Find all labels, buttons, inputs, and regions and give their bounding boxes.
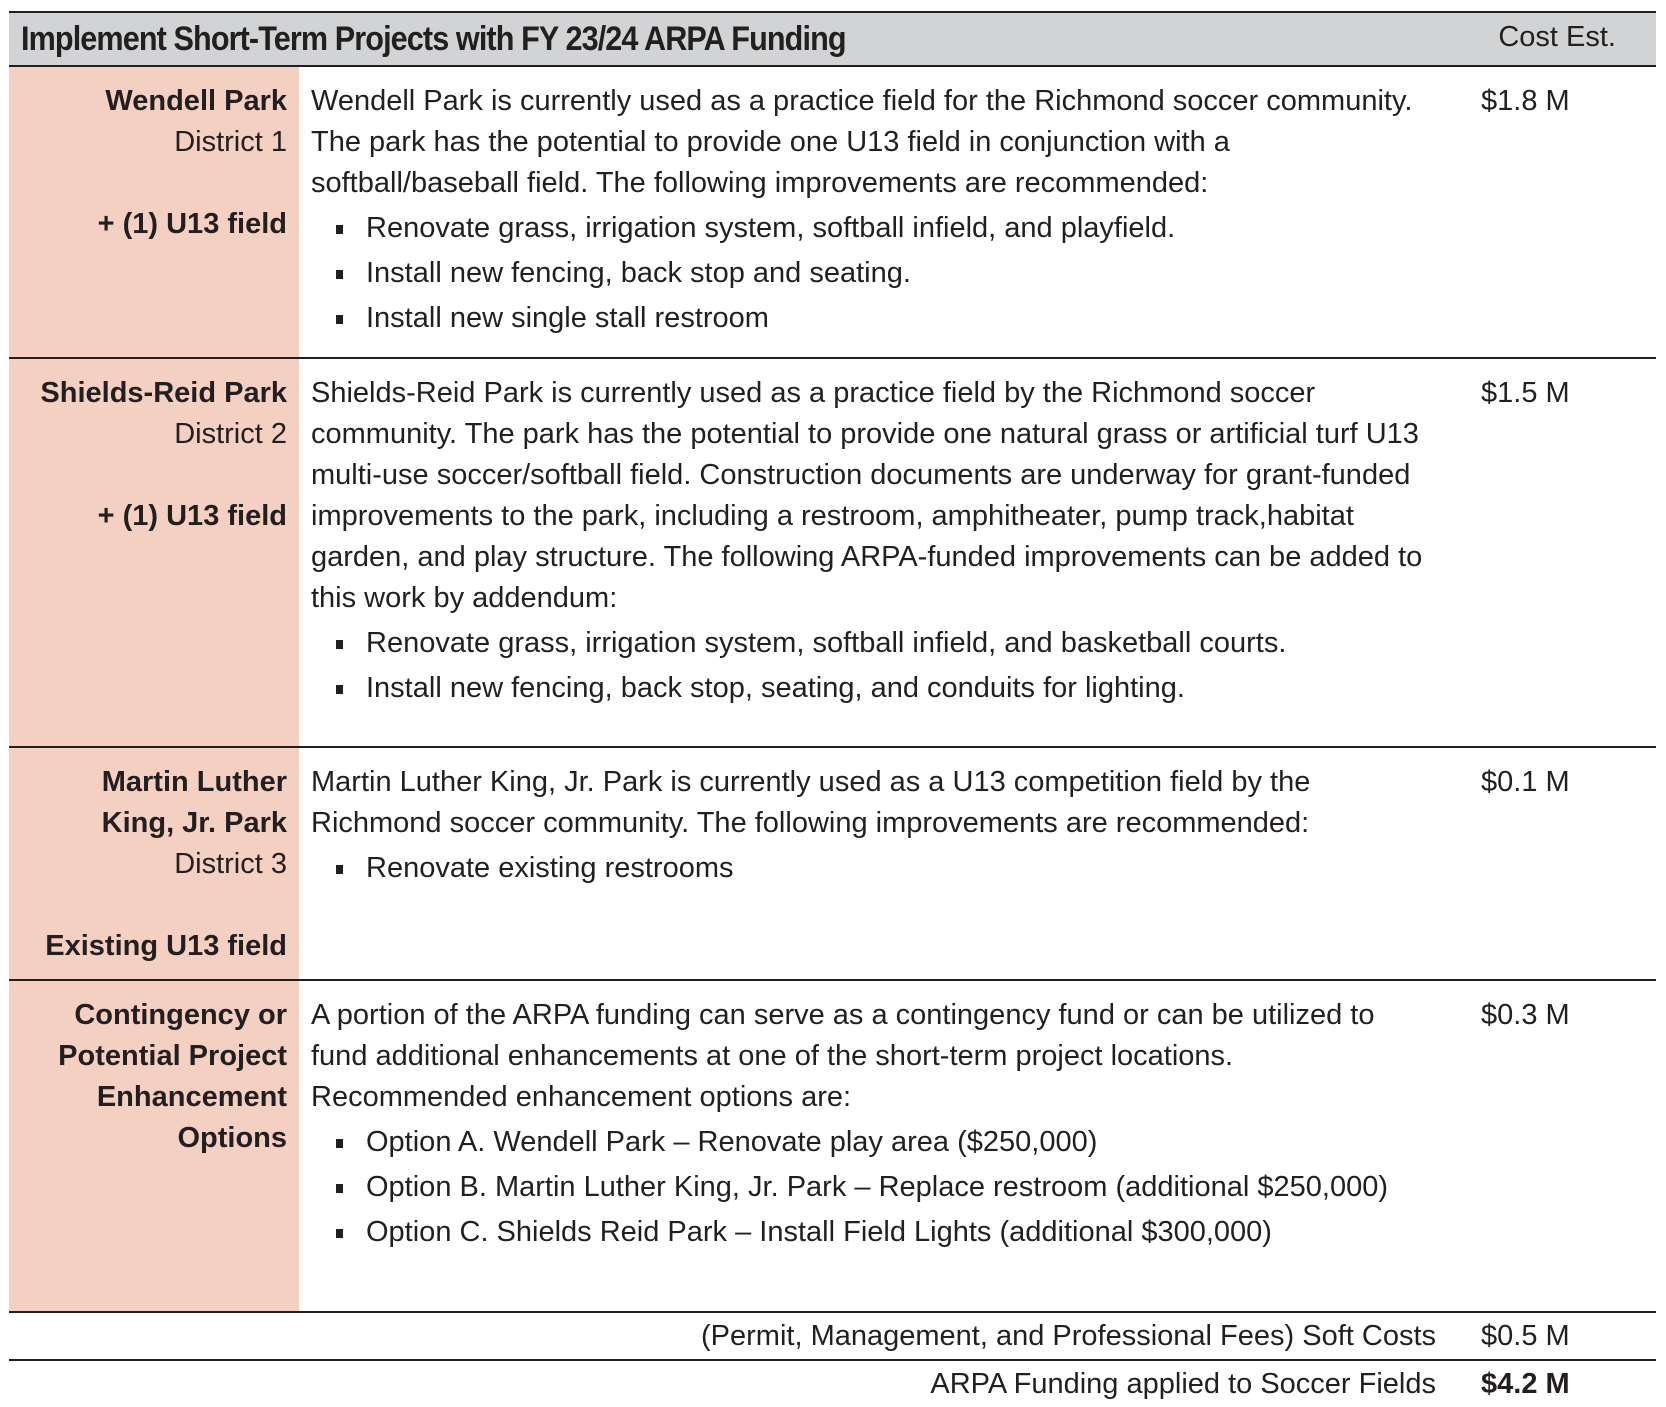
- list-item: Option A. Wendell Park – Renovate play area ($250,000): [366, 1122, 1436, 1163]
- table-row-shields-reid: [9, 359, 1656, 748]
- description: Shields-Reid Park is currently used as a practice field by the Richmond soccer community. The park has the potential to provide one natural grass or artificial turf U13 multi-use soccer/softball field. Construction documents are underway for grant-funded improvements to the park, including a restroom, amphitheater, pump track,habitat garden, and play structure. The following ARPA-funded improvements can be added to this work by addendum:: [311, 377, 1423, 614]
- park-name: Shields-Reid Park: [40, 377, 287, 409]
- district: District 2: [174, 418, 287, 450]
- projects-table: [9, 11, 1656, 1407]
- cost-value: $0.3 M: [1481, 999, 1570, 1031]
- table-title: Implement Short-Term Projects with FY 23/24 ARPA Funding: [21, 20, 846, 58]
- soft-costs-row: [9, 1313, 1656, 1361]
- list-item: Install new fencing, back stop, seating, and conduits for lighting.: [366, 668, 1436, 709]
- table-row-mlk: [9, 748, 1656, 981]
- field-note: + (1) U13 field: [97, 208, 287, 240]
- list-item: Renovate grass, irrigation system, softball infield, and basketball courts.: [366, 623, 1436, 664]
- park-name: Wendell Park: [105, 85, 287, 117]
- cost-header: Cost Est.: [1498, 21, 1616, 53]
- field-note: + (1) U13 field: [97, 500, 287, 532]
- table-header: [9, 11, 1656, 67]
- soft-costs-value: $0.5 M: [1481, 1319, 1570, 1352]
- description: Martin Luther King, Jr. Park is currently used as a U13 competition field by the Richmond soccer community. The following improvements are recommended:: [311, 766, 1311, 839]
- field-note: Existing U13 field: [45, 930, 287, 962]
- item-name: Contingency or Potential Project Enhancement Options: [58, 999, 287, 1154]
- list-item: Renovate existing restrooms: [366, 848, 1436, 889]
- list-item: Install new single stall restroom: [366, 298, 1436, 339]
- list-item: Renovate grass, irrigation system, softball infield, and playfield.: [366, 208, 1436, 249]
- district: District 1: [174, 126, 287, 158]
- cost-value: $1.5 M: [1481, 377, 1570, 409]
- total-value: $4.2 M: [1481, 1367, 1570, 1400]
- list-item: Option B. Martin Luther King, Jr. Park – Replace restroom (additional $250,000): [366, 1167, 1436, 1208]
- table-row-wendell: [9, 67, 1656, 359]
- park-name: Martin Luther King, Jr. Park: [101, 766, 287, 839]
- total-label: ARPA Funding applied to Soccer Fields: [930, 1367, 1436, 1400]
- soft-costs-label: (Permit, Management, and Professional Fees) Soft Costs: [701, 1319, 1436, 1352]
- cost-value: $0.1 M: [1481, 766, 1570, 798]
- description: A portion of the ARPA funding can serve as a contingency fund or can be utilized to fund additional enhancements at one of the short-term project locations. Recommended enhancement options are:: [311, 999, 1375, 1113]
- table-row-contingency: [9, 981, 1656, 1313]
- district: District 3: [174, 848, 287, 880]
- list-item: Option C. Shields Reid Park – Install Field Lights (additional $300,000): [366, 1212, 1436, 1253]
- list-item: Install new fencing, back stop and seating.: [366, 253, 1436, 294]
- total-row: [9, 1361, 1656, 1407]
- cost-value: $1.8 M: [1481, 85, 1570, 117]
- description: Wendell Park is currently used as a practice field for the Richmond soccer community. The park has the potential to provide one U13 field in conjunction with a softball/baseball field. The following improvements are recommended:: [311, 85, 1413, 199]
